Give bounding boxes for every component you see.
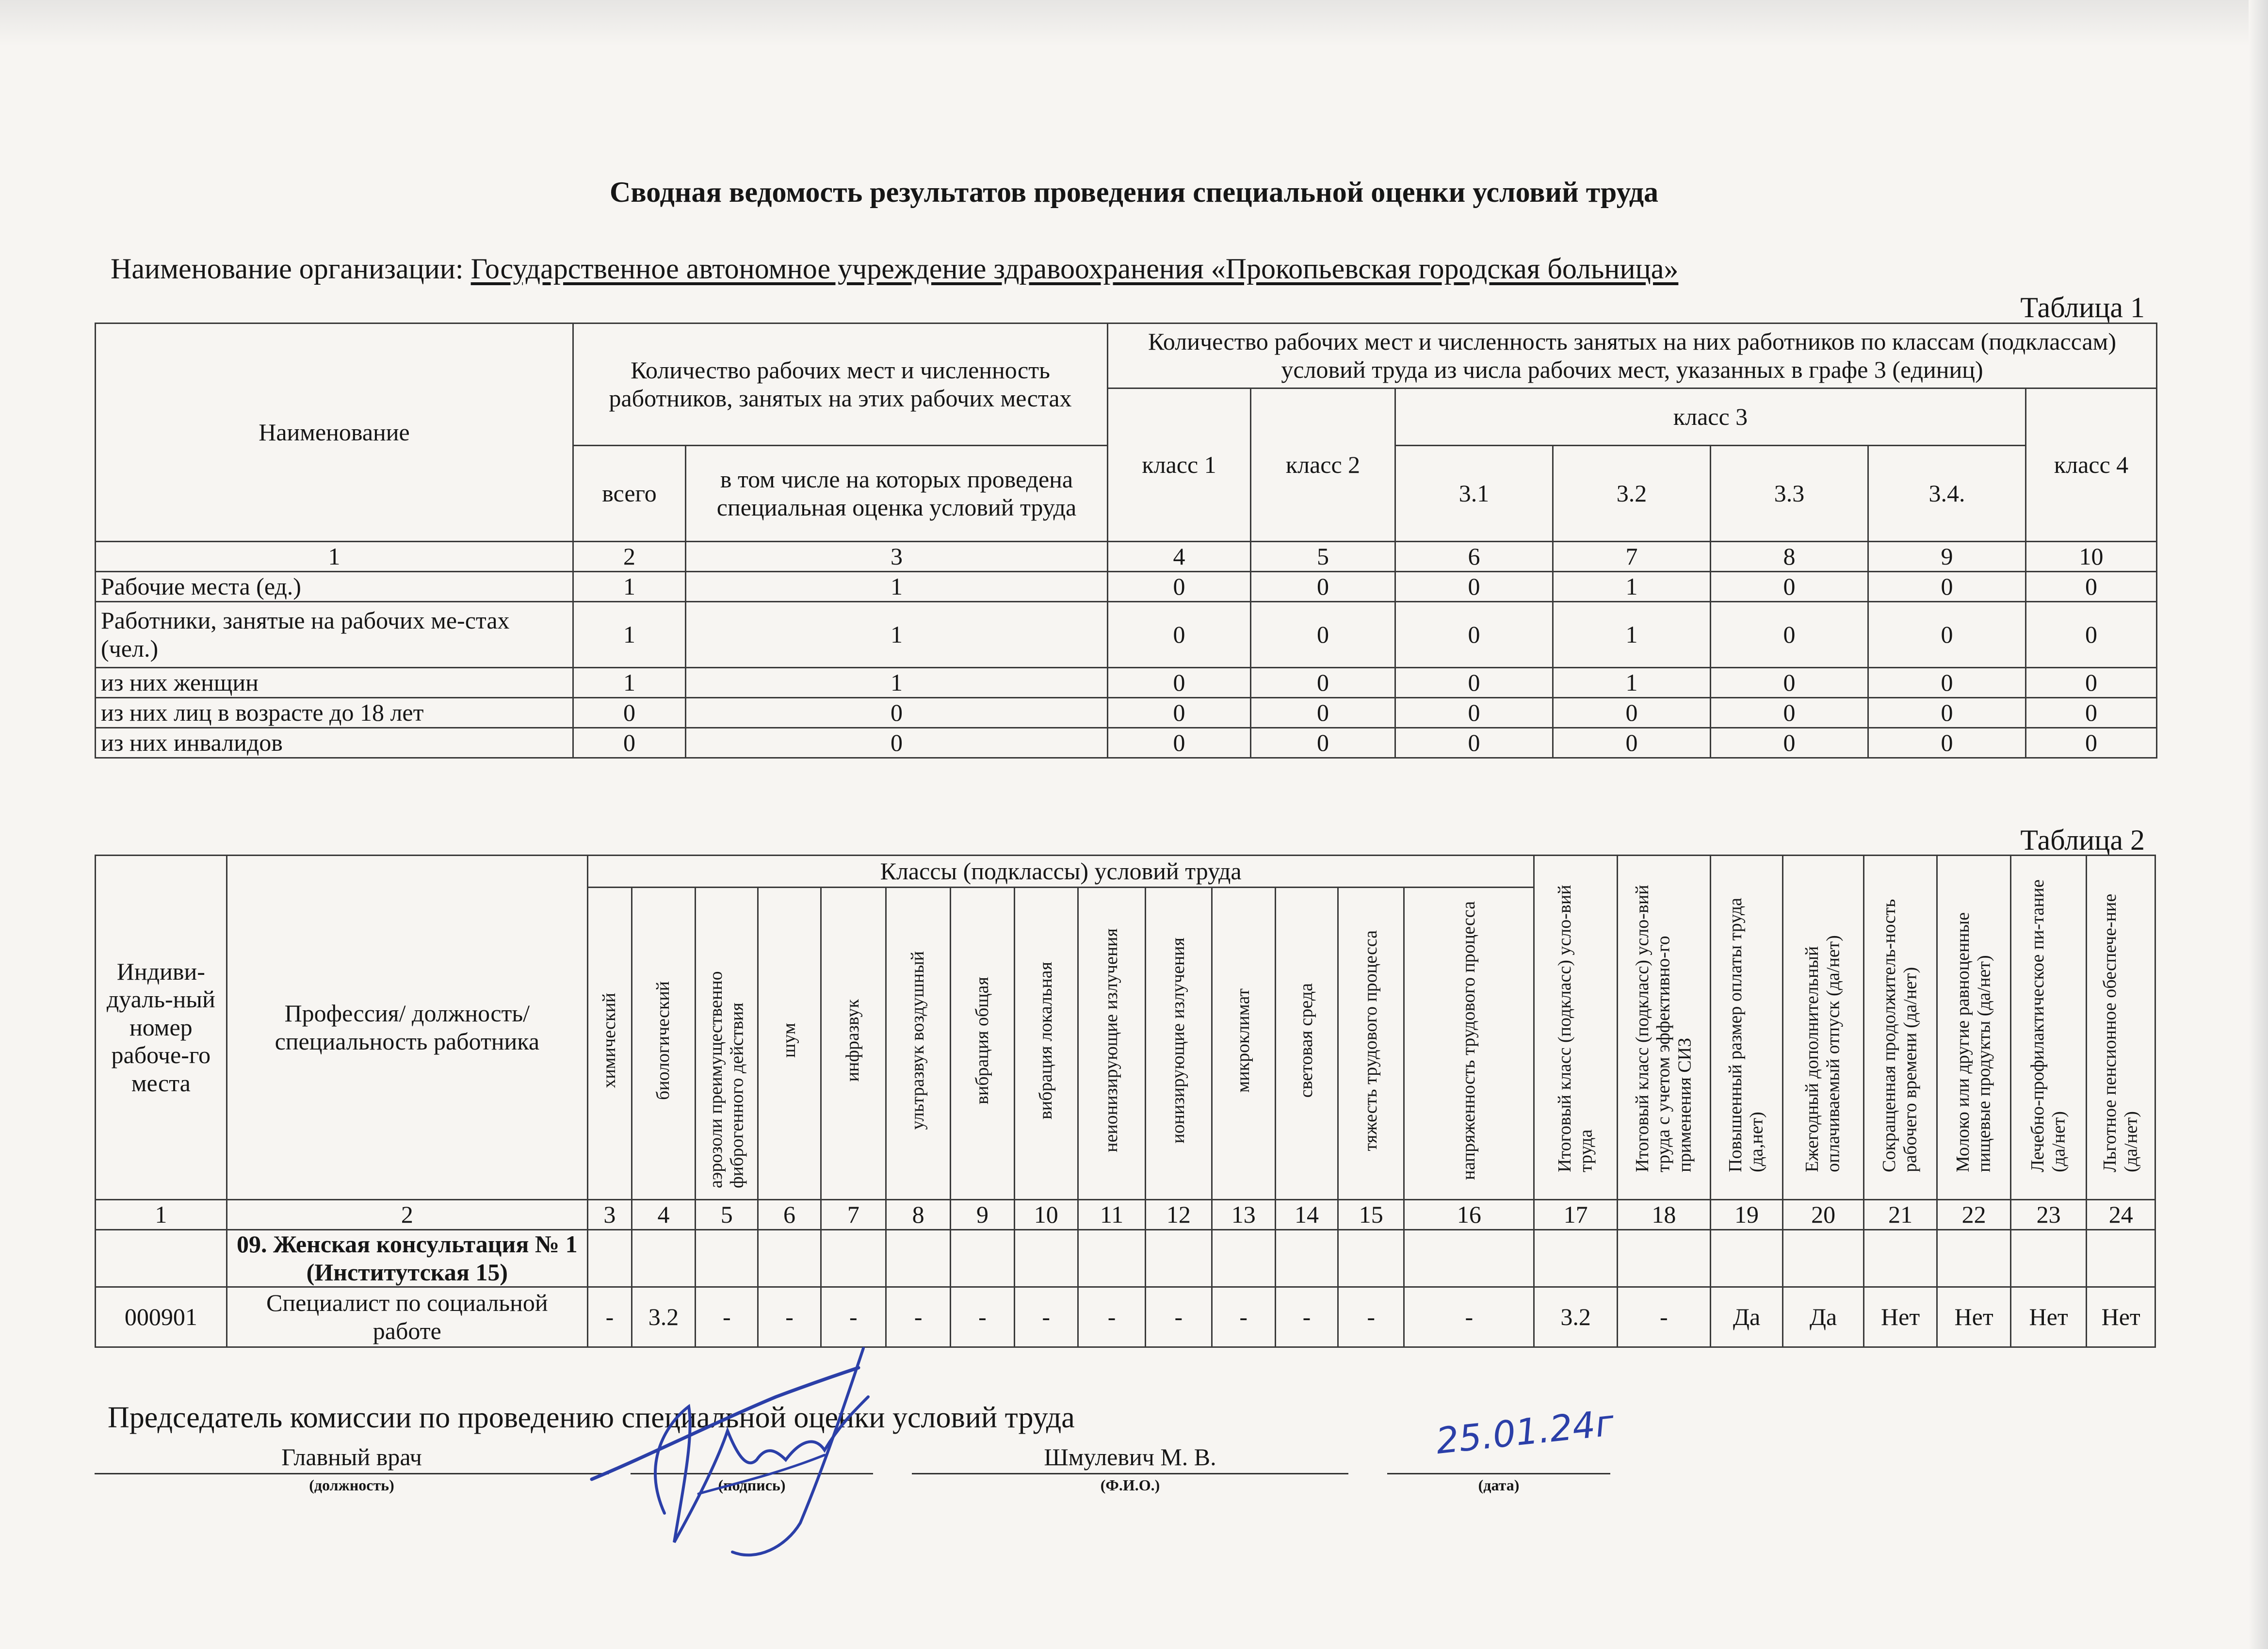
column-number: 16 bbox=[1404, 1200, 1534, 1230]
factor-label: микроклимат bbox=[1232, 988, 1253, 1093]
header-sub34: 3.4. bbox=[1868, 446, 2026, 542]
header-right-label: Ежегодный дополнительный оплачиваемый отпуск (да/нет) bbox=[1802, 935, 1844, 1173]
column-number: 1 bbox=[96, 1200, 227, 1230]
column-number: 19 bbox=[1710, 1200, 1782, 1230]
empty-cell bbox=[951, 1230, 1014, 1287]
row-value: 1 bbox=[573, 572, 686, 602]
column-number: 10 bbox=[1014, 1200, 1078, 1230]
column-number: 15 bbox=[1338, 1200, 1404, 1230]
factor-label: ионизирующие излучения bbox=[1168, 937, 1189, 1144]
empty-cell bbox=[821, 1230, 886, 1287]
header-factor-3 bbox=[696, 888, 758, 1200]
column-number: 4 bbox=[632, 1200, 695, 1230]
header-factor-12 bbox=[1275, 888, 1338, 1200]
workplace-value: - bbox=[587, 1287, 632, 1347]
workplace-value: - bbox=[1617, 1287, 1710, 1347]
header-right-5 bbox=[1863, 856, 1937, 1200]
header-factor-11 bbox=[1212, 888, 1275, 1200]
column-number: 23 bbox=[2010, 1200, 2087, 1230]
row-value: 1 bbox=[573, 602, 686, 668]
row-value: 0 bbox=[1868, 572, 2026, 602]
fio-value: Шмулевич М. В. bbox=[912, 1443, 1348, 1474]
header-factor-5 bbox=[821, 888, 886, 1200]
header-right-label: Льготное пенсионное обеспече-ние (да/нет) bbox=[2100, 894, 2141, 1173]
factor-label: тяжесть трудового процесса bbox=[1360, 930, 1381, 1151]
row-value: 0 bbox=[2026, 602, 2157, 668]
empty-cell bbox=[2010, 1230, 2087, 1287]
scan-top-edge bbox=[0, 0, 2268, 46]
empty-cell bbox=[1937, 1230, 2010, 1287]
division-row bbox=[96, 1230, 2155, 1287]
workplace-value: Нет bbox=[1863, 1287, 1937, 1347]
workplace-value: - bbox=[1014, 1287, 1078, 1347]
workplace-table bbox=[95, 855, 2156, 1348]
empty-cell bbox=[587, 1230, 632, 1287]
table1-caption: Таблица 1 bbox=[2020, 291, 2145, 323]
header-class1: класс 1 bbox=[1108, 388, 1251, 542]
signature-caption: (подпись) bbox=[718, 1476, 786, 1494]
document-title: Сводная ведомость результатов проведения специальной оценки условий труда bbox=[609, 176, 1659, 208]
factor-label: биологический bbox=[653, 981, 674, 1100]
signature-icon bbox=[572, 1339, 922, 1567]
factor-label: световая среда bbox=[1296, 983, 1317, 1098]
column-number: 9 bbox=[1868, 542, 2026, 572]
scan-right-edge bbox=[2249, 0, 2268, 1649]
header-individual-number: Индиви-дуаль-ный номер рабоче-го места bbox=[96, 856, 227, 1200]
header-factor-2 bbox=[632, 888, 695, 1200]
empty-cell bbox=[1212, 1230, 1275, 1287]
position-caption: (должность) bbox=[309, 1476, 394, 1494]
row-value: 1 bbox=[1553, 602, 1711, 668]
header-factor-8 bbox=[1014, 888, 1078, 1200]
table-row bbox=[96, 602, 2157, 668]
row-value: 0 bbox=[1395, 668, 1553, 698]
column-number: 17 bbox=[1534, 1200, 1618, 1230]
table2-caption: Таблица 2 bbox=[2020, 824, 2145, 856]
column-number: 12 bbox=[1146, 1200, 1212, 1230]
position-value: Главный врач bbox=[95, 1443, 609, 1474]
column-number: 6 bbox=[758, 1200, 821, 1230]
row-label: из них лиц в возрасте до 18 лет bbox=[96, 698, 573, 728]
row-value: 0 bbox=[686, 728, 1108, 758]
workplace-id: 000901 bbox=[96, 1287, 227, 1347]
table-row bbox=[96, 728, 2157, 758]
header-sub31: 3.1 bbox=[1395, 446, 1553, 542]
header-right-7 bbox=[2010, 856, 2087, 1200]
row-value: 0 bbox=[1868, 668, 2026, 698]
row-value: 0 bbox=[1108, 602, 1251, 668]
workplace-value: - bbox=[1078, 1287, 1145, 1347]
empty-cell bbox=[1783, 1230, 1864, 1287]
row-value: 0 bbox=[1711, 602, 1868, 668]
column-number: 24 bbox=[2087, 1200, 2155, 1230]
empty-cell bbox=[886, 1230, 950, 1287]
table2-header-row bbox=[96, 856, 2155, 888]
header-right-label: Итоговый класс (подкласс) усло-вий труда bbox=[1554, 885, 1596, 1173]
workplace-value: Нет bbox=[2010, 1287, 2087, 1347]
row-label: из них женщин bbox=[96, 668, 573, 698]
column-numbers-row bbox=[96, 542, 2157, 572]
row-value: 1 bbox=[1553, 572, 1711, 602]
factor-label: инфразвук bbox=[842, 999, 863, 1082]
table-row bbox=[96, 698, 2157, 728]
row-value: 0 bbox=[1251, 698, 1395, 728]
workplace-value: Да bbox=[1783, 1287, 1864, 1347]
header-total: всего bbox=[573, 446, 686, 542]
column-number: 4 bbox=[1108, 542, 1251, 572]
column-number: 11 bbox=[1078, 1200, 1145, 1230]
workplace-value: Да bbox=[1710, 1287, 1782, 1347]
row-value: 1 bbox=[686, 572, 1108, 602]
empty-cell bbox=[632, 1230, 695, 1287]
column-number: 14 bbox=[1275, 1200, 1338, 1230]
profession-name: Специалист по социальной работе bbox=[227, 1287, 587, 1347]
row-label: из них инвалидов bbox=[96, 728, 573, 758]
column-number: 3 bbox=[686, 542, 1108, 572]
header-workplaces-group: Количество рабочих мест и численность работников, занятых на этих рабочих местах bbox=[573, 323, 1108, 446]
handwritten-date: 25.01.24г bbox=[1434, 1402, 1616, 1463]
header-right-label: Повышенный размер оплаты труда (да,нет) bbox=[1725, 898, 1767, 1173]
header-right-8 bbox=[2087, 856, 2155, 1200]
header-factor-10 bbox=[1146, 888, 1212, 1200]
row-value: 0 bbox=[1868, 602, 2026, 668]
fio-field bbox=[912, 1443, 1348, 1494]
workplace-value: - bbox=[951, 1287, 1014, 1347]
empty-cell bbox=[1275, 1230, 1338, 1287]
row-value: 0 bbox=[2026, 668, 2157, 698]
row-value: 0 bbox=[1711, 728, 1868, 758]
header-right-1 bbox=[1534, 856, 1618, 1200]
header-name: Наименование bbox=[96, 323, 573, 542]
header-right-2 bbox=[1617, 856, 1710, 1200]
workplace-value: - bbox=[1275, 1287, 1338, 1347]
header-factor-1 bbox=[587, 888, 632, 1200]
workplace-value: - bbox=[886, 1287, 950, 1347]
workplace-value: - bbox=[1212, 1287, 1275, 1347]
organization-label: Наименование организации: bbox=[111, 253, 464, 285]
empty-cell bbox=[1078, 1230, 1145, 1287]
empty-cell bbox=[1404, 1230, 1534, 1287]
row-value: 0 bbox=[1108, 728, 1251, 758]
row-value: 0 bbox=[573, 698, 686, 728]
row-value: 0 bbox=[573, 728, 686, 758]
header-factor-6 bbox=[886, 888, 950, 1200]
column-number: 13 bbox=[1212, 1200, 1275, 1230]
empty-cell bbox=[1710, 1230, 1782, 1287]
workplace-value: - bbox=[1338, 1287, 1404, 1347]
organization-line bbox=[111, 252, 1678, 286]
column-number: 20 bbox=[1783, 1200, 1864, 1230]
empty-cell bbox=[1617, 1230, 1710, 1287]
empty-cell bbox=[96, 1230, 227, 1287]
division-name: 09. Женская консультация № 1 (Институтская 15) bbox=[227, 1230, 587, 1287]
workplace-value: - bbox=[821, 1287, 886, 1347]
workplace-value: Нет bbox=[2087, 1287, 2155, 1347]
empty-cell bbox=[1338, 1230, 1404, 1287]
row-value: 0 bbox=[1251, 572, 1395, 602]
header-classes-group: Количество рабочих мест и численность занятых на них работников по классам (подклассам) условий труда из числа рабочих мест, указанных в графе 3 (единиц) bbox=[1108, 323, 2157, 388]
column-number: 5 bbox=[696, 1200, 758, 1230]
column-number: 8 bbox=[886, 1200, 950, 1230]
row-value: 1 bbox=[573, 668, 686, 698]
row-value: 0 bbox=[1251, 668, 1395, 698]
column-number: 2 bbox=[227, 1200, 587, 1230]
header-factor-9 bbox=[1078, 888, 1145, 1200]
header-right-6 bbox=[1937, 856, 2010, 1200]
column-number: 18 bbox=[1617, 1200, 1710, 1230]
empty-cell bbox=[1534, 1230, 1618, 1287]
header-right-label: Лечебно-профилактическое пи-тание (да/нет) bbox=[2027, 879, 2069, 1173]
row-value: 0 bbox=[1251, 602, 1395, 668]
factor-label: напряженность трудового процесса bbox=[1458, 901, 1479, 1180]
header-factor-4 bbox=[758, 888, 821, 1200]
row-value: 0 bbox=[2026, 572, 2157, 602]
column-number: 6 bbox=[1395, 542, 1553, 572]
commission-chair-label: Председатель комиссии по проведению специальной оценки условий труда bbox=[108, 1401, 1075, 1434]
empty-cell bbox=[2087, 1230, 2155, 1287]
row-value: 0 bbox=[1108, 668, 1251, 698]
row-value: 1 bbox=[686, 602, 1108, 668]
row-value: 0 bbox=[1711, 572, 1868, 602]
header-right-label: Сокращенная продолжитель-ность рабочего времени (да/нет) bbox=[1879, 899, 1921, 1173]
header-assessed: в том числе на которых проведена специальная оценка условий труда bbox=[686, 446, 1108, 542]
workplace-value: - bbox=[758, 1287, 821, 1347]
row-value: 0 bbox=[1395, 728, 1553, 758]
row-value: 0 bbox=[1108, 698, 1251, 728]
column-number: 5 bbox=[1251, 542, 1395, 572]
date-caption: (дата) bbox=[1478, 1476, 1520, 1494]
header-right-label: Молоко или другие равноценные пищевые продукты (да/нет) bbox=[1952, 912, 1994, 1173]
empty-cell bbox=[1146, 1230, 1212, 1287]
row-value: 0 bbox=[1395, 602, 1553, 668]
row-value: 0 bbox=[1553, 698, 1711, 728]
header-factor-13 bbox=[1338, 888, 1404, 1200]
column-number: 22 bbox=[1937, 1200, 2010, 1230]
empty-cell bbox=[1014, 1230, 1078, 1287]
header-condition-classes: Классы (подклассы) условий труда bbox=[587, 856, 1534, 888]
factor-label: химический bbox=[599, 992, 620, 1088]
workplace-value: - bbox=[1146, 1287, 1212, 1347]
factor-label: ультразвук воздушный bbox=[907, 951, 928, 1130]
header-profession: Профессия/ должность/ специальность работника bbox=[227, 856, 587, 1200]
header-factor-14 bbox=[1404, 888, 1534, 1200]
factor-label: аэрозоли преимущественно фиброгенного действия bbox=[705, 971, 747, 1189]
table-row bbox=[96, 668, 2157, 698]
table2-column-numbers-row bbox=[96, 1200, 2155, 1230]
position-field bbox=[95, 1443, 609, 1494]
row-value: 0 bbox=[1395, 698, 1553, 728]
empty-cell bbox=[758, 1230, 821, 1287]
column-number: 7 bbox=[821, 1200, 886, 1230]
header-class4: класс 4 bbox=[2026, 388, 2157, 542]
row-value: 0 bbox=[1108, 572, 1251, 602]
workplace-value: Нет bbox=[1937, 1287, 2010, 1347]
workplace-value: - bbox=[1404, 1287, 1534, 1347]
summary-table bbox=[95, 323, 2157, 759]
row-value: 0 bbox=[1868, 728, 2026, 758]
row-value: 0 bbox=[1868, 698, 2026, 728]
column-number: 7 bbox=[1553, 542, 1711, 572]
row-value: 0 bbox=[1395, 572, 1553, 602]
factor-label: шум bbox=[778, 1023, 799, 1058]
column-number: 8 bbox=[1711, 542, 1868, 572]
row-value: 0 bbox=[686, 698, 1108, 728]
row-value: 0 bbox=[1711, 698, 1868, 728]
factor-label: вибрация общая bbox=[972, 976, 992, 1104]
column-number: 21 bbox=[1863, 1200, 1937, 1230]
row-value: 0 bbox=[1251, 728, 1395, 758]
factor-label: неионизирующие излучения bbox=[1101, 928, 1122, 1153]
empty-cell bbox=[1863, 1230, 1937, 1287]
header-right-4 bbox=[1783, 856, 1864, 1200]
row-label: Рабочие места (ед.) bbox=[96, 572, 573, 602]
row-value: 0 bbox=[1553, 728, 1711, 758]
header-sub33: 3.3 bbox=[1711, 446, 1868, 542]
organization-name: Государственное автономное учреждение здравоохранения «Прокопьевская городская больница» bbox=[470, 253, 1679, 285]
header-sub32: 3.2 bbox=[1553, 446, 1711, 542]
table-row bbox=[96, 572, 2157, 602]
row-value: 1 bbox=[1553, 668, 1711, 698]
column-number: 3 bbox=[587, 1200, 632, 1230]
row-value: 0 bbox=[1711, 668, 1868, 698]
workplace-value: 3.2 bbox=[1534, 1287, 1618, 1347]
column-number: 9 bbox=[951, 1200, 1014, 1230]
factor-label: вибрация локальная bbox=[1035, 961, 1056, 1119]
row-value: 0 bbox=[2026, 728, 2157, 758]
workplace-row bbox=[96, 1287, 2155, 1347]
column-number: 1 bbox=[96, 542, 573, 572]
workplace-value: - bbox=[696, 1287, 758, 1347]
empty-cell bbox=[696, 1230, 758, 1287]
column-number: 2 bbox=[573, 542, 686, 572]
column-number: 10 bbox=[2026, 542, 2157, 572]
header-class2: класс 2 bbox=[1251, 388, 1395, 542]
header-factor-7 bbox=[951, 888, 1014, 1200]
row-value: 1 bbox=[686, 668, 1108, 698]
row-value: 0 bbox=[2026, 698, 2157, 728]
header-right-3 bbox=[1710, 856, 1782, 1200]
fio-caption: (Ф.И.О.) bbox=[1100, 1476, 1160, 1494]
header-right-label: Итоговый класс (подкласс) усло-вий труда с учетом эффективно-го применения СИЗ bbox=[1632, 885, 1695, 1173]
row-label: Работники, занятые на рабочих ме-стах (чел.) bbox=[96, 602, 573, 668]
workplace-value: 3.2 bbox=[632, 1287, 695, 1347]
header-class3: класс 3 bbox=[1395, 388, 2026, 446]
